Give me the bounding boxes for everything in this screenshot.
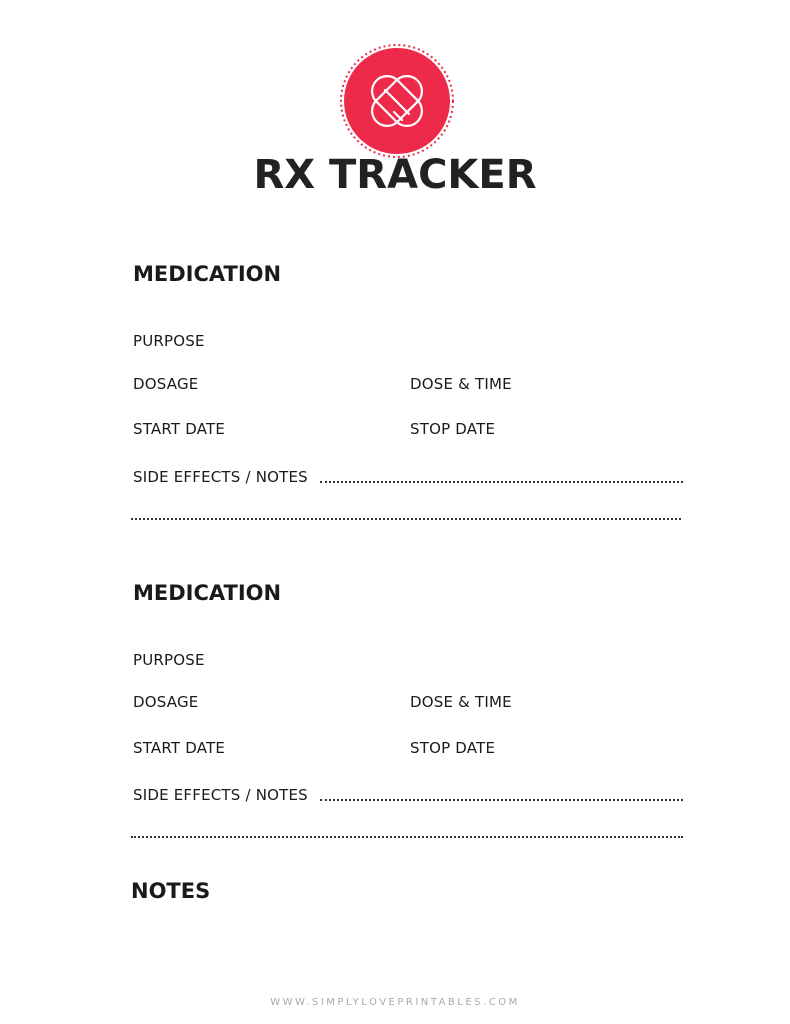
purpose-label-2: PURPOSE — [133, 651, 205, 669]
dosage-label-2: DOSAGE — [133, 693, 199, 711]
purpose-label-1: PURPOSE — [133, 332, 205, 350]
side-effects-label-1: SIDE EFFECTS / NOTES — [133, 468, 308, 486]
start-date-label-2: START DATE — [133, 739, 226, 757]
dose-time-label-1: DOSE & TIME — [410, 375, 512, 393]
page-title: RX TRACKER — [253, 152, 537, 198]
side-effects-line-1[interactable] — [320, 481, 683, 483]
side-effects-line-2[interactable] — [320, 799, 683, 801]
dosage-label-1: DOSAGE — [133, 375, 199, 393]
notes-heading: NOTES — [131, 879, 211, 903]
dose-time-label-2: DOSE & TIME — [410, 693, 512, 711]
start-date-label-1: START DATE — [133, 420, 226, 438]
footer-website: WWW.SIMPLYLOVEPRINTABLES.COM — [270, 997, 520, 1008]
stop-date-label-2: STOP DATE — [410, 739, 496, 757]
notes-line-2[interactable] — [131, 836, 683, 838]
side-effects-label-2: SIDE EFFECTS / NOTES — [133, 786, 308, 804]
stop-date-label-1: STOP DATE — [410, 420, 496, 438]
medication-heading-2: MEDICATION — [133, 581, 282, 605]
medication-heading-1: MEDICATION — [133, 262, 282, 286]
notes-line-1[interactable] — [131, 518, 681, 520]
pills-icon — [338, 42, 456, 160]
